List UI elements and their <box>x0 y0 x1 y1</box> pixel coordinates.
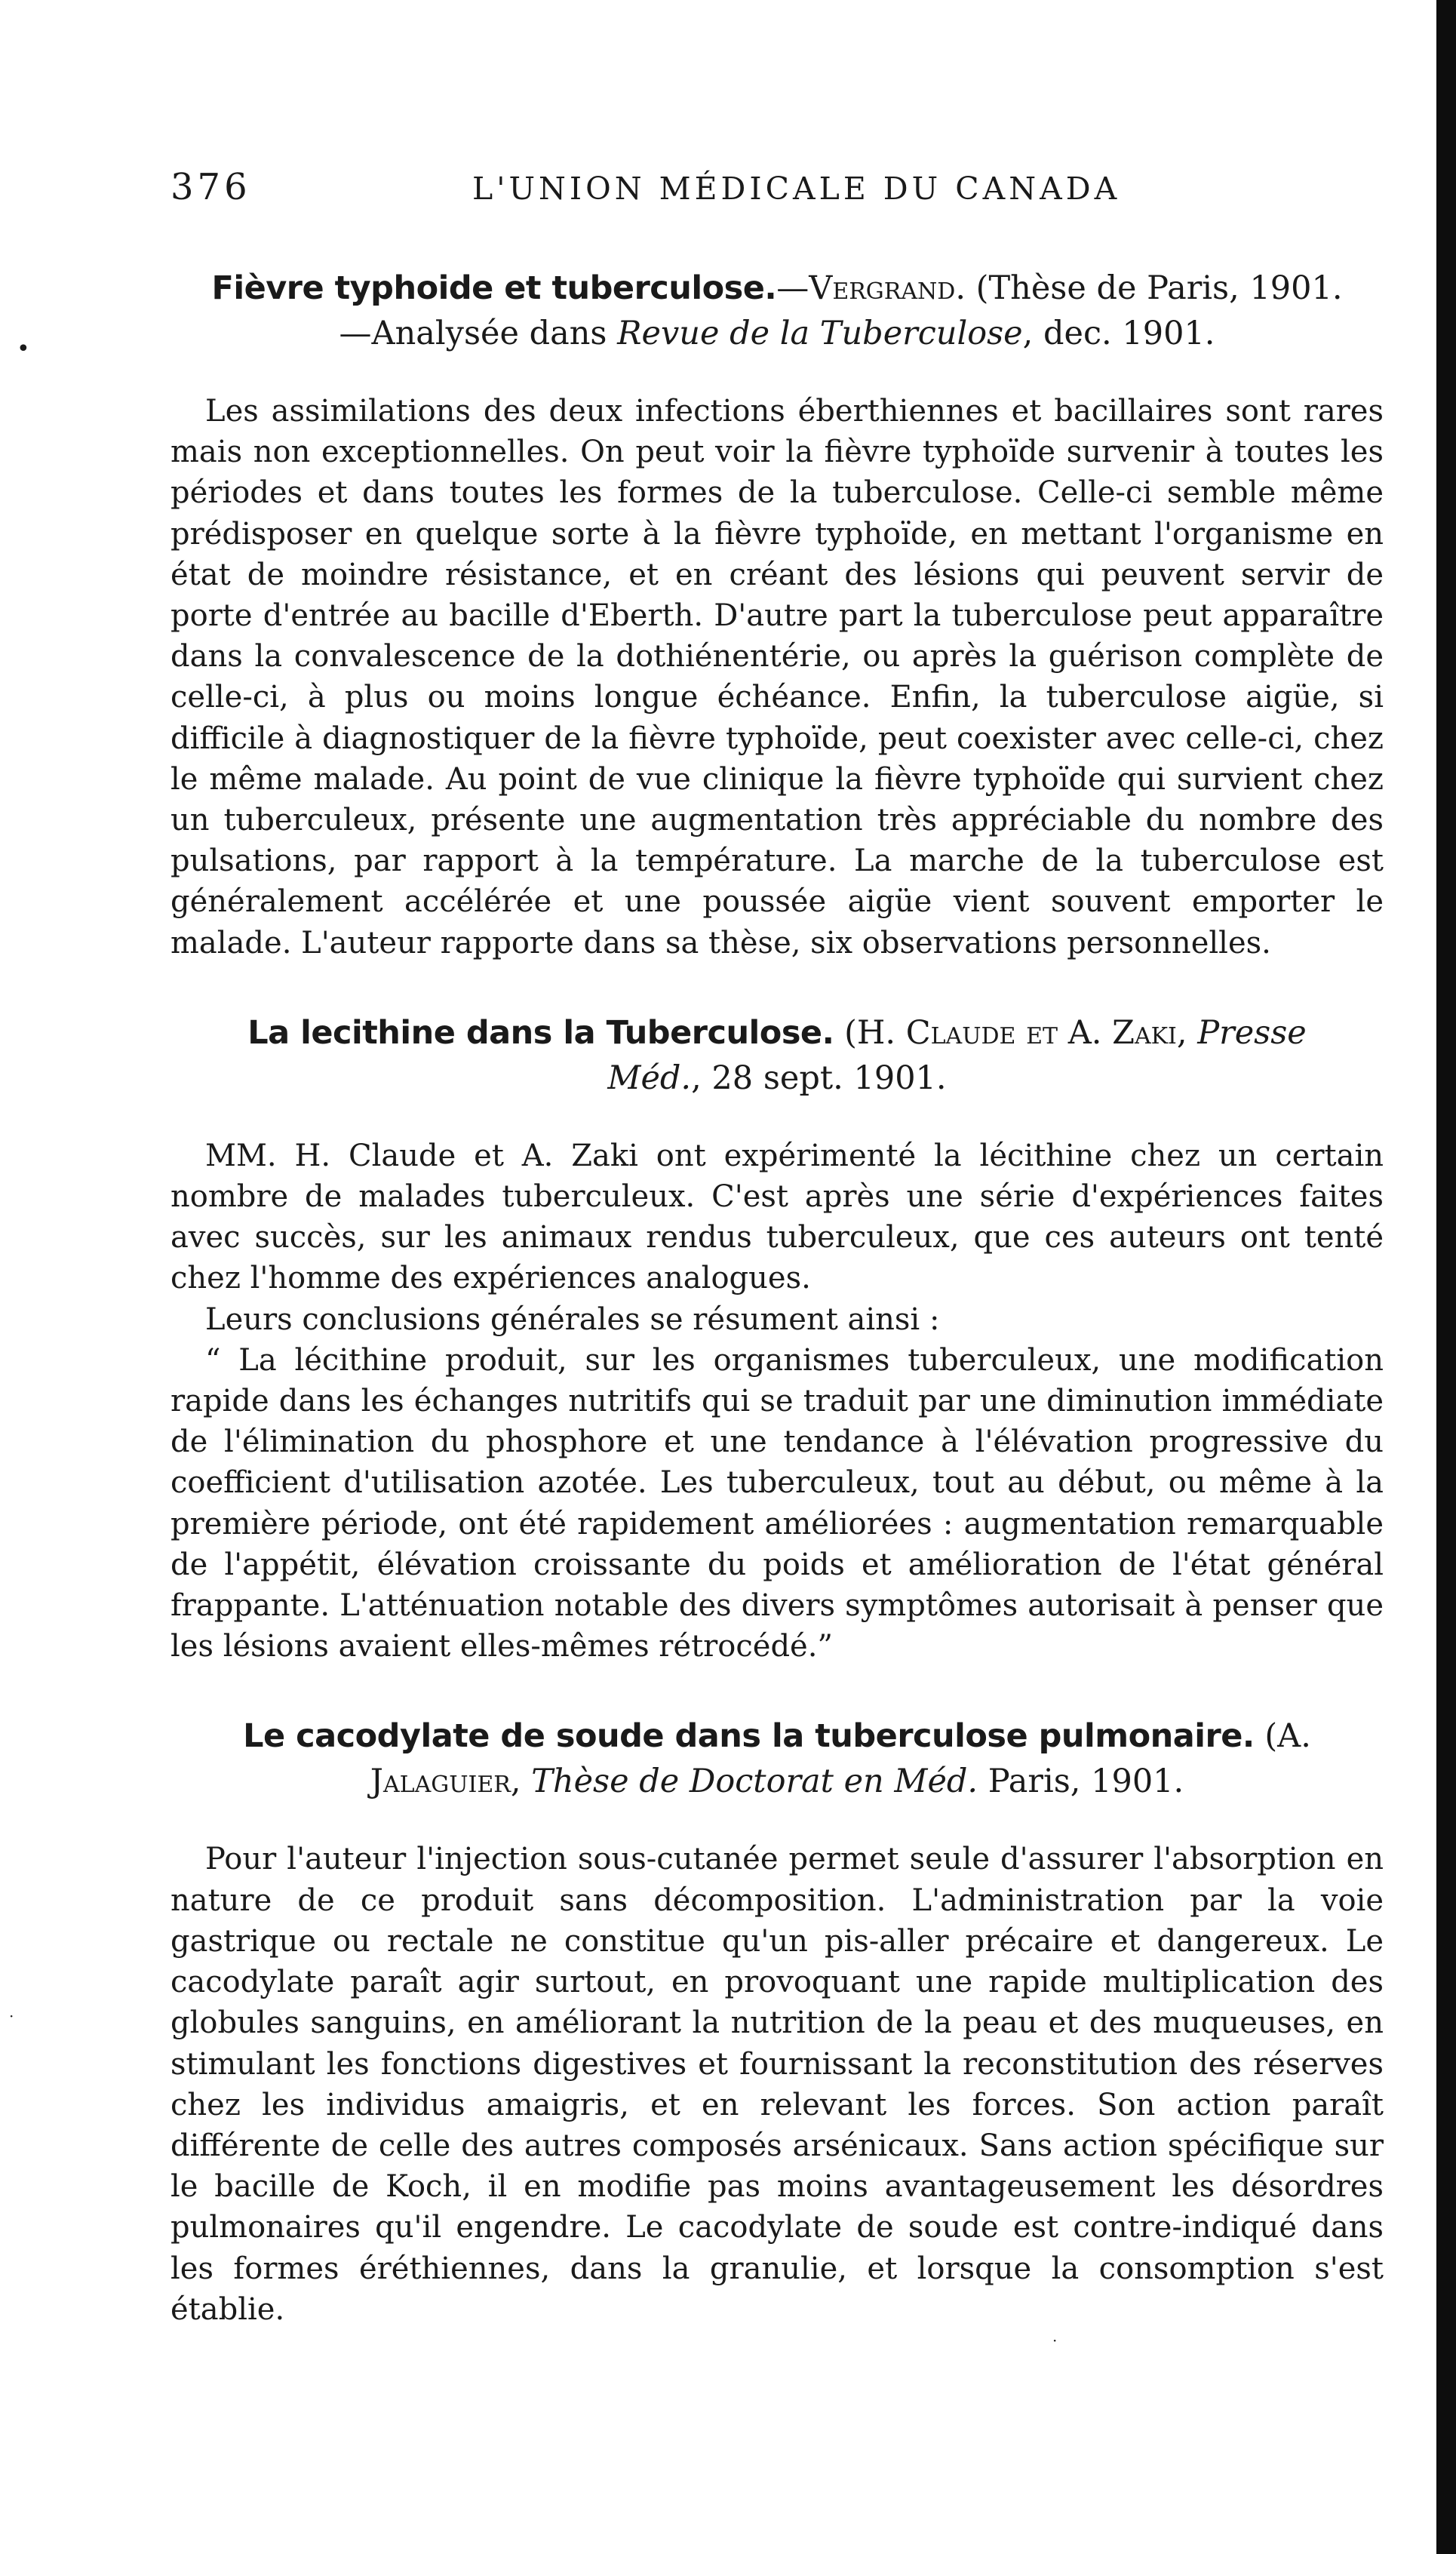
article-citation <box>521 1763 532 1800</box>
page-edge-shadow <box>1436 0 1456 2554</box>
document-page <box>170 166 1384 2330</box>
article-body <box>170 1136 1384 1667</box>
article-title: Le cacodylate de soude dans la tuberculose pulmonaire. <box>243 1717 1255 1756</box>
quoted-conclusions: “ La lécithine produit, sur les organismes tuberculeux, une modification rapide dans les échanges nutritifs qui se traduit par une diminution immédiate de l'élimination du phosphore et une tendance à l'élévation progressive du coefficient d'utilisation azotée. Les tuberculeux, tout au début, ou même à la première période, ont été rapidement améliorées : augmentation remarquable de l'appétit, élévation croissante du poids et amélioration de l'état général frappante. L'atténuation notable des divers symptômes autorisait à penser que les lésions avaient elles-mêmes rétrocédé.” <box>170 1342 1384 1664</box>
journal-title: L'UNION MÉDICALE DU CANADA <box>472 171 1121 207</box>
article-heading <box>170 1713 1384 1804</box>
article-citation <box>1187 1014 1198 1052</box>
article-author: —Vergrand. <box>776 269 966 307</box>
article-title: La lecithine dans la Tuberculose. <box>247 1013 834 1052</box>
article-date: , 28 sept. 1901. <box>691 1059 947 1097</box>
article-lecithin-tuberculosis <box>170 1010 1384 1667</box>
article-journal: Presse Méd. <box>607 1013 1307 1097</box>
margin-dot-lower: · <box>9 2007 14 2025</box>
bottom-dot: · <box>1052 2331 1058 2350</box>
article-heading <box>170 1010 1384 1101</box>
paragraph: MM. H. Claude et A. Zaki ont expérimenté la lécithine chez un certain nombre de malades tuberculeux. C'est après une série d'expériences faites avec succès, sur les animaux rendus tuberculeux, que ces auteurs ont tenté chez l'homme des expériences analogues. <box>170 1138 1384 1296</box>
article-title: Fièvre typhoide et tuberculose. <box>211 269 777 307</box>
paragraph: Pour l'auteur l'injection sous-cutanée permet seule d'assurer l'absorption en nature de ce produit sans décomposition. L'administration par la voie gastrique ou rectale ne constitue qu'un pis-aller précaire et dangereux. Le cacodylate paraît agir surtout, en provoquant une rapide multiplication des globules sanguins, en améliorant la nutrition de la peau et des muqueuses, en stimulant les fonctions digestives et fournissant la reconstitution des réserves chez les individus amaigris, et en relevant les forces. Son action paraît différente de celle des autres composés arsénicaux. Sans action spécifique sur le bacille de Koch, il en modifie pas moins avantageusement les désordres pulmonaires qu'il engendre. Le cacodylate de soude est contre-indiqué dans les formes éréthiennes, dans la granulie, et lorsque la consomption s'est établie. <box>170 1842 1384 2327</box>
article-journal: Revue de la Tuberculose <box>617 315 1023 352</box>
article-journal: Thèse de Doctorat en Méd. <box>531 1763 978 1801</box>
article-typhoid-tuberculosis <box>170 266 1384 964</box>
article-citation: (Thèse de Paris, 1901.—Analysée dans <box>339 269 1343 352</box>
page-number: 376 <box>170 166 251 208</box>
paragraph: Leurs conclusions générales se résument ainsi : <box>205 1302 940 1337</box>
article-date: , dec. 1901. <box>1022 315 1215 352</box>
article-heading <box>170 266 1384 356</box>
article-author: (A. Jalaguier, <box>370 1717 1311 1801</box>
article-body <box>170 391 1384 964</box>
article-body <box>170 1839 1384 2329</box>
article-author: (H. Claude et A. Zaki, <box>844 1013 1187 1052</box>
margin-dot: • <box>17 336 30 362</box>
running-head <box>170 166 1384 219</box>
article-date: Paris, 1901. <box>978 1763 1184 1801</box>
article-cacodylate-tuberculosis <box>170 1713 1384 2329</box>
paragraph: Les assimilations des deux infections éberthiennes et bacillaires sont rares mais non exceptionnelles. On peut voir la fièvre typhoïde survenir à toutes les périodes et dans toutes les formes de la tuberculose. Celle-ci semble même prédisposer en quelque sorte à la fièvre typhoïde, en mettant l'organisme en état de moindre résistance, et en créant des lésions qui peuvent servir de porte d'entrée au bacille d'Eberth. D'autre part la tuberculose peut apparaître dans la convalescence de la dothiénentérie, ou après la guérison complète de celle-ci, à plus ou moins longue échéance. Enfin, la tuberculose aigüe, si difficile à diagnostiquer de la fièvre typhoïde, peut coexister avec celle-ci, chez le même malade. Au point de vue clinique la fièvre typhoïde qui survient chez un tuberculeux, présente une augmentation très appréciable du nombre des pulsations, par rapport à la température. La marche de la tuberculose est généralement accélérée et une poussée aigüe vient souvent emporter le malade. L'auteur rapporte dans sa thèse, six observations personnelles. <box>170 394 1384 960</box>
